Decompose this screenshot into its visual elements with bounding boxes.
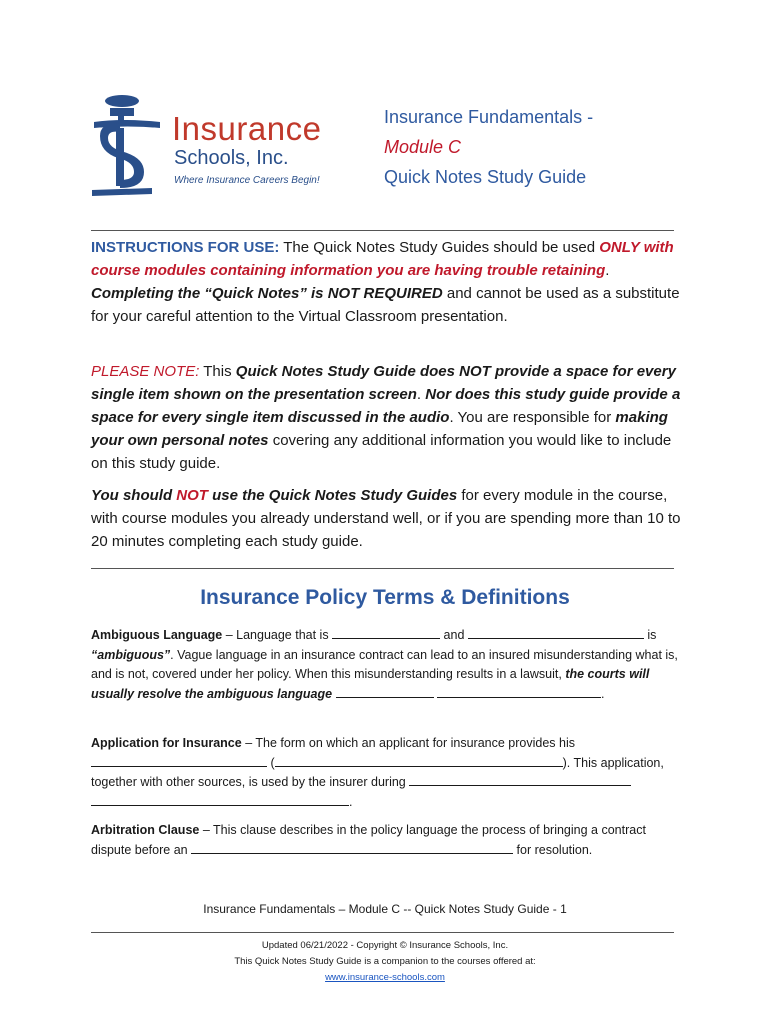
divider-top	[91, 230, 674, 231]
logo-wordmark: Insurance	[172, 110, 322, 147]
title-line-3: Quick Notes Study Guide	[384, 167, 587, 187]
insurance-schools-logo	[88, 92, 358, 202]
section-title: Insurance Policy Terms & Definitions	[200, 586, 570, 609]
title-module: Module C	[384, 137, 462, 157]
fill-blank[interactable]	[91, 793, 349, 806]
fill-blank[interactable]	[409, 773, 631, 786]
title-line-1: Insurance Fundamentals -	[384, 107, 594, 127]
footer-link-line	[0, 972, 770, 983]
usage-paragraph: You should NOT use the Quick Notes Study Guides for every module in the course, with course modules you already understand well, or if you are spending more than 10 to 20 minutes completing each study guide.	[91, 487, 681, 550]
fill-blank[interactable]	[275, 754, 563, 767]
fill-blank[interactable]	[336, 685, 434, 698]
fill-blank[interactable]	[91, 754, 267, 767]
please-note-label: PLEASE NOTE:	[91, 363, 200, 380]
instructions-paragraph: INSTRUCTIONS FOR USE: The Quick Notes Study Guides should be used ONLY with course modules containing information you are having trouble retaining. Completing the “Quick Notes” is NOT REQUIRED and cannot be used as a substitute for your careful attention to the Virtual Classroom presentation.	[91, 239, 680, 325]
website-link[interactable]: www.insurance-schools.com	[325, 972, 445, 983]
not-emphasis: NOT	[176, 487, 208, 504]
header-titles	[384, 102, 593, 192]
logo-tagline: Where Insurance Careers Begin!	[174, 175, 320, 186]
fill-blank[interactable]	[437, 685, 601, 698]
fill-blank[interactable]	[332, 626, 440, 639]
term-application-for-insurance: Application for Insurance	[91, 736, 242, 750]
footer-title: Insurance Fundamentals – Module C -- Quick Notes Study Guide - 1	[203, 902, 567, 916]
logo-subtitle: Schools, Inc.	[174, 147, 289, 169]
footer-companion: This Quick Notes Study Guide is a companion to the courses offered at:	[234, 956, 536, 967]
term-arbitration-clause: Arbitration Clause	[91, 823, 200, 837]
definition-application-for-insurance: Application for Insurance – The form on which an applicant for insurance provides his ( ). This application, together with other sources, is used by the insurer during .	[91, 736, 664, 809]
only-warning: ONLY with course modules containing information you are having trouble retaining	[91, 239, 674, 279]
fill-blank[interactable]	[191, 841, 513, 854]
footer-updated: Updated 06/21/2022 - Copyright © Insurance Schools, Inc.	[261, 940, 509, 951]
not-required-note: Completing the “Quick Notes” is NOT REQUIRED	[91, 285, 443, 302]
definition-ambiguous-language: Ambiguous Language – Language that is and is “ambiguous”. Vague language in an insurance contract can lead to an insured misunderstanding what is, and is not, covered under her policy. When this misunderstanding results in a lawsuit, the courts will usually resolve the ambiguous language .	[91, 628, 678, 701]
divider-footer	[91, 932, 674, 933]
logo-emblem-icon	[88, 92, 178, 202]
divider-middle	[91, 568, 674, 569]
please-note-paragraph: PLEASE NOTE: This Quick Notes Study Guide does NOT provide a space for every single item shown on the presentation screen. Nor does this study guide provide a space for every single item discussed in the audio. You are responsible for making your own personal notes covering any additional information you would like to include on this study guide.	[91, 363, 681, 472]
fill-blank[interactable]	[468, 626, 644, 639]
instructions-label: INSTRUCTIONS FOR USE:	[91, 239, 280, 256]
definition-arbitration-clause: Arbitration Clause – This clause describes in the policy language the process of bringing a contract dispute before an for resolution.	[91, 823, 646, 857]
term-ambiguous-language: Ambiguous Language	[91, 628, 223, 642]
